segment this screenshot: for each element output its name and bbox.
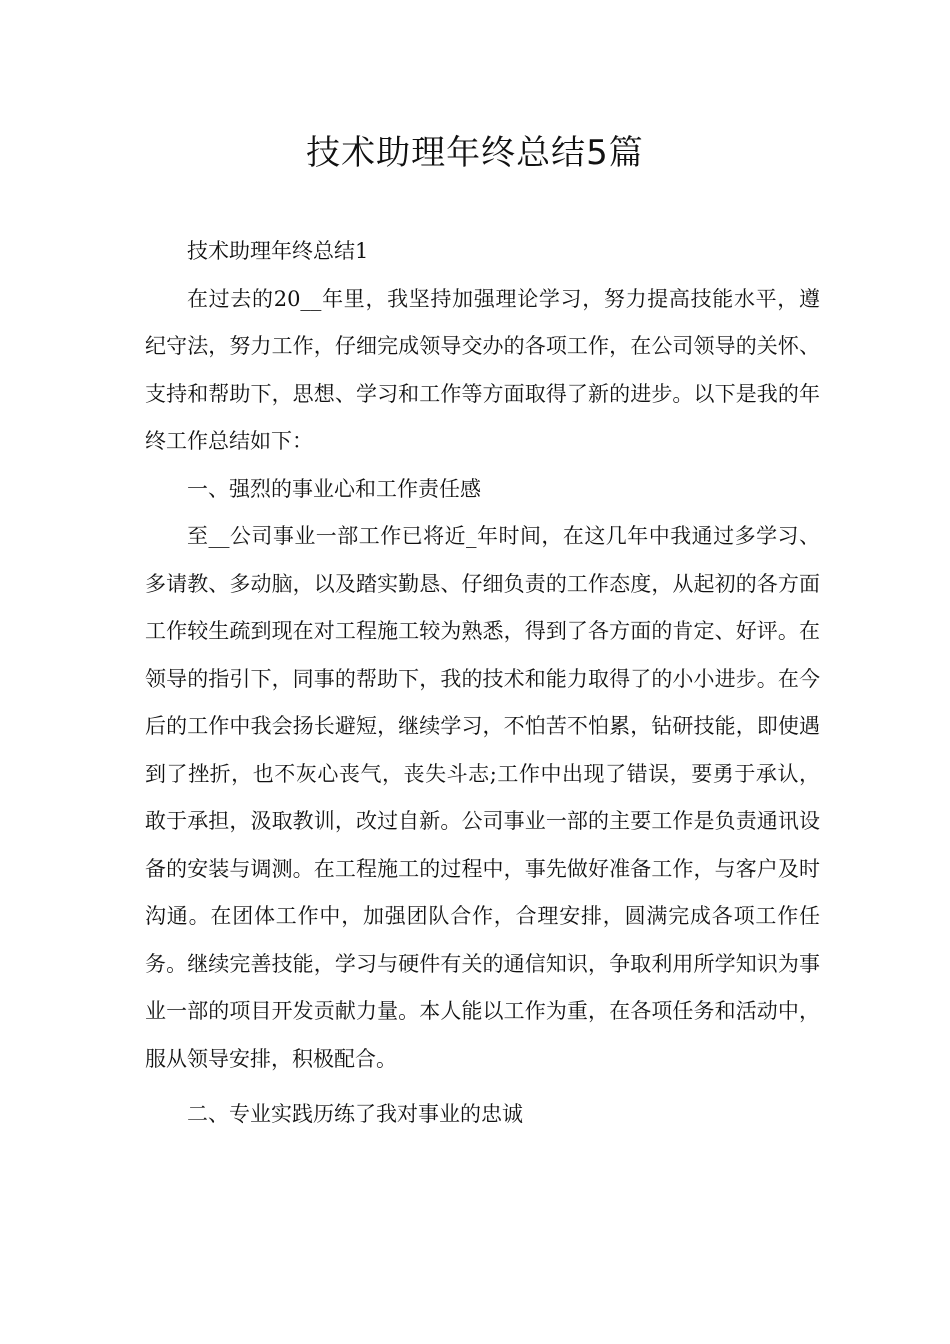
section-heading: 技术助理年终总结1 [187,239,369,263]
document-title: 技术助理年终总结5篇 [306,133,644,173]
section-heading: 二、专业实践历练了我对事业的忠诚 [187,1102,523,1126]
document-body [145,228,820,1139]
section-heading: 一、强烈的事业心和工作责任感 [187,476,481,501]
body-paragraph: 在过去的20__年里，我坚持加强理论学习，努力提高技能水平，遵纪守法，努力工作，仔细完成领导交办的各项工作，在公司领导的关怀、支持和帮助下，思想、学习和工作等方面取得了新的进步。以下是我的年终工作总结如下： [145,286,820,453]
body-paragraph: 至__公司事业一部工作已将近_年时间，在这几年中我通过多学习、多请教、多动脑，以及踏实勤恳、仔细负责的工作态度，从起初的各方面工作较生疏到现在对工程施工较为熟悉，得到了各方面的肯定、好评。在领导的指引下，同事的帮助下，我的技术和能力取得了的小小进步。在今后的工作中我会扬长避短，继续学习，不怕苦不怕累，钻研技能，即使遇到了挫折，也不灰心丧气，丧失斗志;工作中出现了错误，要勇于承认，敢于承担，汲取教训，改过自新。公司事业一部的主要工作是负责通讯设备的安装与调测。在工程施工的过程中，事先做好准备工作，与客户及时沟通。在团体工作中，加强团队合作，合理安排，圆满完成各项工作任务。继续完善技能，学习与硬件有关的通信知识，争取利用所学知识为事业一部的项目开发贡献力量。本人能以工作为重，在各项任务和活动中，服从领导安排，积极配合。 [145,524,820,1071]
